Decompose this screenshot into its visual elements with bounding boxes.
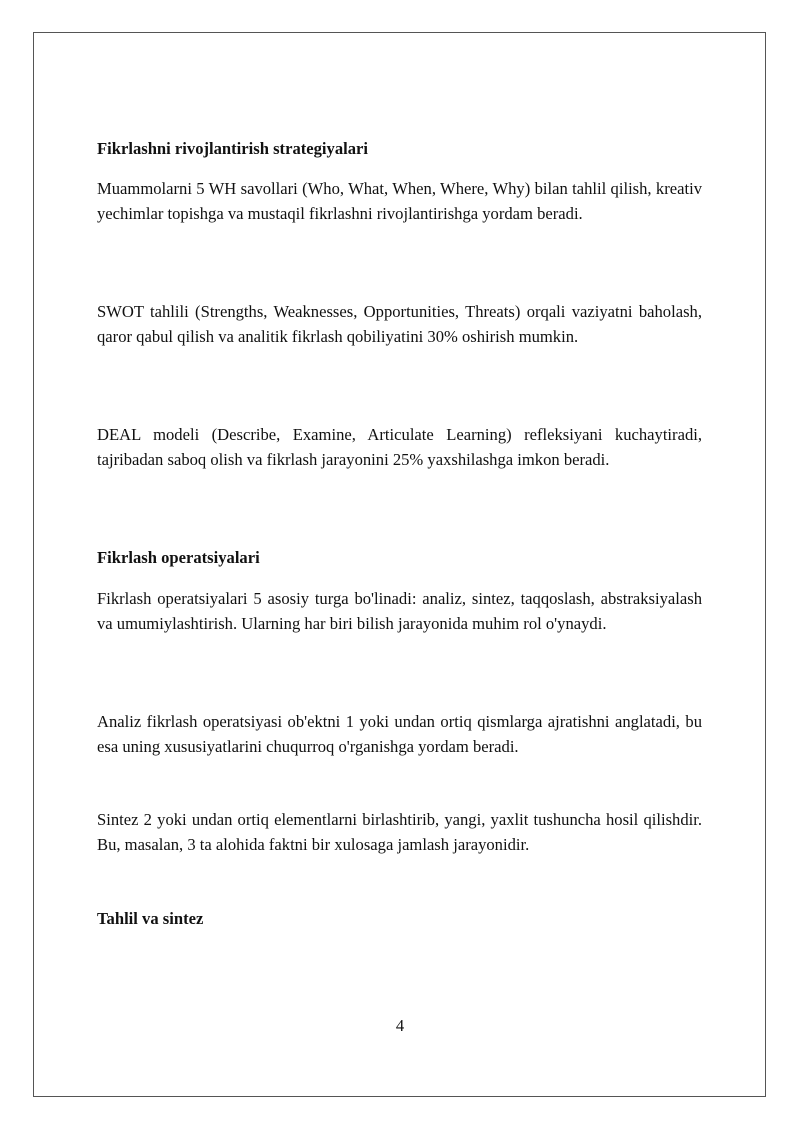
- section-heading: Fikrlashni rivojlantirish strategiyalari: [97, 139, 369, 158]
- page-number: 4: [395, 1016, 405, 1035]
- paragraph: Analiz fikrlash operatsiyasi ob'ektni 1 yoki undan ortiq qismlarga ajratishni anglatadi, bu esa uning xususiyatlarini chuqurroq o'rganishga yordam beradi.: [97, 712, 702, 756]
- paragraph: SWOT tahlili (Strengths, Weaknesses, Opportunities, Threats) orqali vaziyatni baholash, qaror qabul qilish va analitik fikrlash qobiliyatini 30% oshirish mumkin.: [97, 302, 702, 346]
- section-heading: Fikrlash operatsiyalari: [97, 548, 260, 567]
- section-heading: Tahlil va sintez: [97, 909, 204, 928]
- paragraph: Sintez 2 yoki undan ortiq elementlarni birlashtirib, yangi, yaxlit tushuncha hosil qilishdir. Bu, masalan, 3 ta alohida faktni bir xulosaga jamlash jarayonidir.: [97, 810, 702, 854]
- paragraph: Fikrlash operatsiyalari 5 asosiy turga bo'linadi: analiz, sintez, taqqoslash, abstraksiyalash va umumiylashtirish. Ularning har biri bilish jarayonida muhim rol o'ynaydi.: [97, 589, 702, 633]
- paragraph: DEAL modeli (Describe, Examine, Articulate Learning) refleksiyani kuchaytiradi, tajribadan saboq olish va fikrlash jarayonini 25% yaxshilashga imkon beradi.: [97, 425, 702, 469]
- paragraph: Muammolarni 5 WH savollari (Who, What, When, Where, Why) bilan tahlil qilish, kreativ yechimlar topishga va mustaqil fikrlashni rivojlantirishga yordam beradi.: [97, 179, 702, 223]
